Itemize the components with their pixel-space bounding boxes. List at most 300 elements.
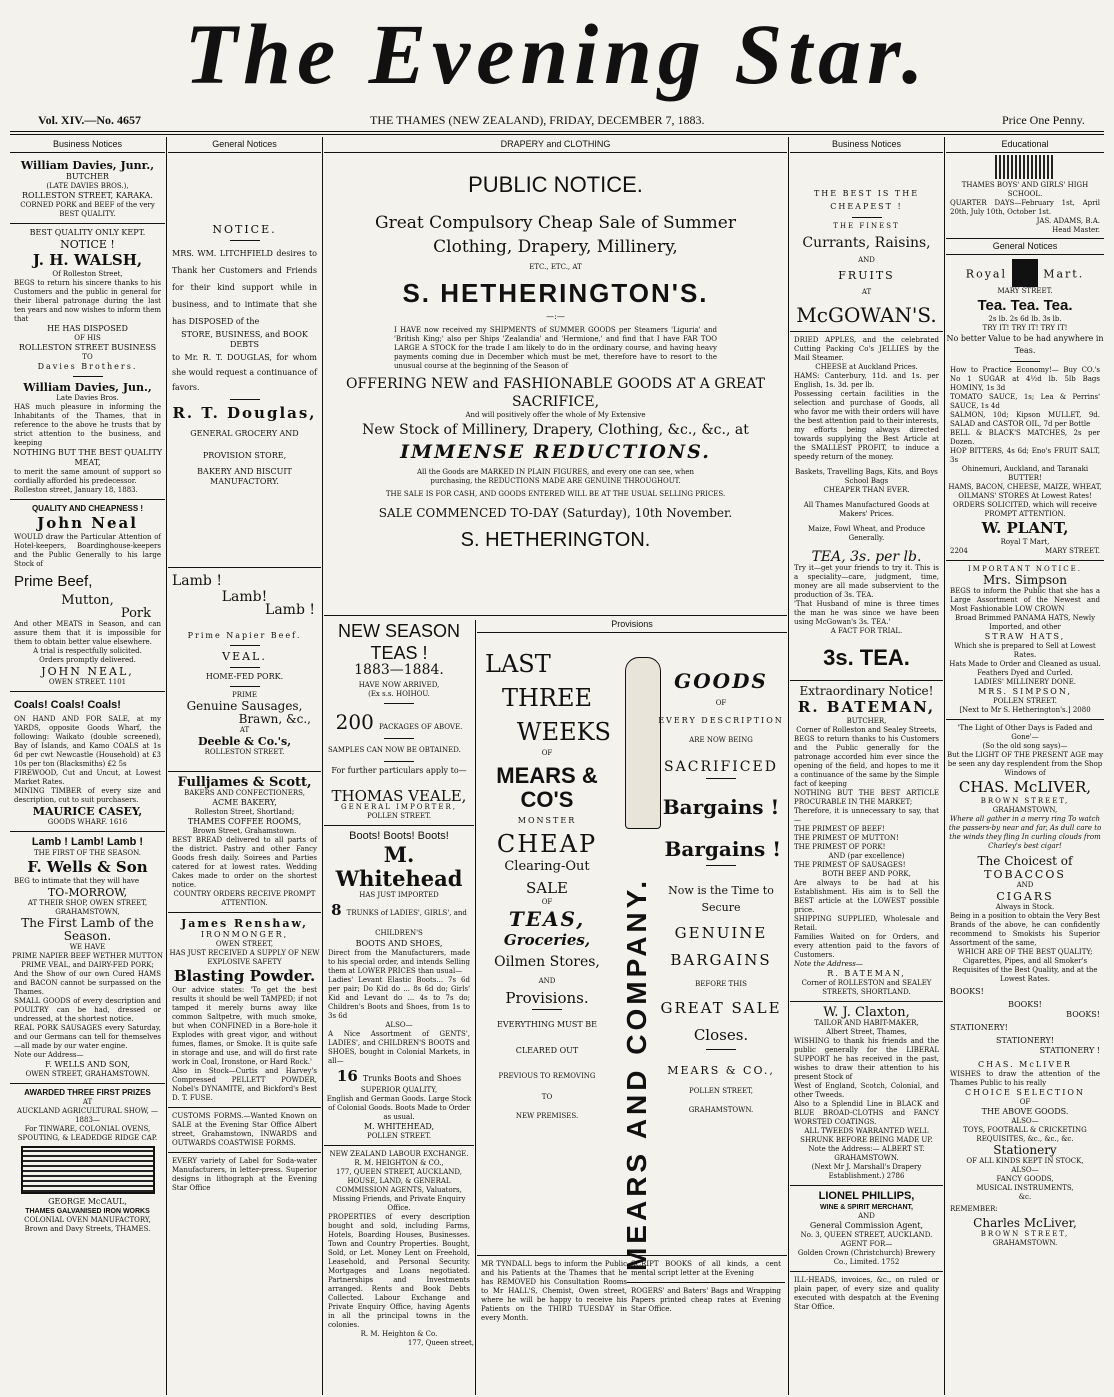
everything: EVERYTHING MUST BE [497,1020,597,1029]
of-label: OF [1019,1098,1031,1106]
west-of-england: West of England, Scotch, Colonial, and other Tweeds. [794,1082,939,1099]
neal-beef: Prime Beef, [14,573,93,590]
at-label: AT [861,288,872,296]
primest-beef: THE PRIMEST OF BEEF! [794,825,885,833]
note-address: Note the Address— [794,960,863,968]
before-this: BEFORE THIS [695,980,747,988]
fruits: FRUITS [838,269,895,282]
properties-text: PROPERTIES of every description bought and sold, including Farms, Hotels, Boarding Houses, Businesses. Town and Country Properties. Bought, Sold, or Let. Money Lent on Freehold, Leasehold, and Personal Security. Mortgages and Loans negotiated. Partnerships and Investments arranged. Rents and Book Debts Collected. Labour Exchange and Private Enquiry Office, having Agents in all the principal towns in the colonies. [328,1213,470,1329]
simpson-address: POLLEN STREET. [992,697,1058,705]
choice-selection: CHOICE SELECTION [965,1088,1085,1097]
country-orders: COUNTRY ORDERS RECEIVE PROMPT ATTENTION. [173,890,316,907]
all-kinds: OF ALL KINDS KEPT IN STOCK, [966,1157,1084,1165]
fact-for-trial: A FACT FOR TRIAL. [830,627,903,635]
davies2-date: Rolleston street, January 18, 1883. [14,486,138,494]
brown-street-2: BROWN STREET, [980,1230,1070,1238]
davies2-text: HAS much pleasure in informing the Inhabitants of the Thames, that in reference to the above he trusts that by strict attention to the business, and keeping [14,403,161,447]
pollen-street: POLLEN STREET. [366,812,432,820]
stove-illustration [21,1146,155,1194]
heighton-street: 177, Queen street, [407,1339,474,1347]
marked-goods: All the Goods are MARKED IN PLAIN FIGURES, and every one can see, when purchasing, the REDUCTIONS MADE ARE GENUINE THROUGHOUT. [416,468,694,485]
iron-works: THAMES GALVANISED IRON WORKS [25,1208,150,1215]
bakery: BAKERY AND BISCUIT MANUFACTORY. [197,467,292,486]
oven-manufactory: COLONIAL OVEN MANUFACTORY, [24,1216,151,1224]
light-of-other-days: 'The Light of Other Days is Faded and Gone'— [957,724,1093,741]
simpson-signature: MRS. SIMPSON, [978,687,1072,696]
queen-street: No. 3, QUEEN STREET, AUCKLAND. [800,1231,933,1239]
brown-street: BROWN STREET, [980,797,1070,805]
closes: Closes. [693,1026,749,1044]
simpson-text: BEGS to inform the Public that she has a Large Assortment of the Newest and Most Fashionable LOW CROWN [950,587,1100,613]
ship: (Ex s.s. HOIHOU. [368,690,430,698]
brawn: Brawn, &c., [238,712,311,726]
assortment: A Nice Assortment of GENTS', LADIES', and CHILDREN'S BOOTS and SHOES, bought in Colonial Markets, in all— [328,1030,470,1065]
address-note: Note our Address— [14,1051,84,1059]
stationery-1: STATIONERY! [950,1023,1008,1032]
mining-timber: MINING TIMBER of every size and description, cut to suit purchasers. [14,787,161,804]
clearing-out: Clearing-Out [504,859,590,874]
davies-beef: CORNED PORK and BEEF of the very BEST QUALITY. [20,201,155,218]
column-divider [944,137,945,1395]
deeble-name: Deeble & Co.'s, [197,735,292,748]
old-song: (So the old song says)— [982,742,1068,750]
claxton-address: Note the Address:— ALBERT ST. GRAHAMSTOWN. [808,1145,925,1162]
column-educational [946,137,1104,1395]
sale-commenced: SALE COMMENCED TO-DAY (Saturday), 10th November. [378,506,733,520]
coffee-rooms: THAMES COFFEE ROOMS, [187,817,302,826]
general-importer: GENERAL IMPORTER, [341,803,457,811]
deeble-address: ROLLESTON STREET. [204,748,285,756]
davies-name: William Davies, Junr., [20,159,155,172]
weeks: WEEKS [516,718,611,746]
veale-name: THOMAS VEALE, [331,787,467,805]
walsh-disposed: HE HAS DISPOSED [47,324,128,333]
cigars: CIGARS [996,890,1054,903]
finest: THE FINEST [833,222,900,230]
mary-street: MARY STREET. [997,287,1053,295]
tea-prices: 2s lb. 2s 6d lb. 3s lb. [988,315,1062,323]
davies2-name: William Davies, Jun., [23,381,152,394]
date-line: THE THAMES (NEW ZEALAND), FRIDAY, DECEMBER 7, 1883. [370,113,705,127]
new-season-teas: NEW SEASON TEAS ! [337,621,461,663]
also-3: ALSO— [1011,1166,1039,1174]
immense-reductions: IMMENSE REDUCTIONS. [400,441,711,463]
store-business: STORE, BUSINESS, and BOOK DEBTS [181,330,308,349]
customs-forms: CUSTOMS FORMS.—Wanted Known on SALE at the Evening Star Office Albert street, Grahamstown, INWARDS and OUTWARDS COASTWISE FORMS. [172,1112,317,1147]
bargains-3: BARGAINS [670,951,772,969]
section-header: Educational [946,137,1104,153]
prime-label: PRIME [231,691,258,699]
pork-sausages: REAL PORK SAUSAGES every Saturday, and our Germans can tell for themselves—all made by our water engine. [14,1024,161,1050]
labour-exchange: NEW ZEALAND LABOUR EXCHANGE. [329,1150,469,1158]
neal-signature: JOHN NEAL, [41,665,134,678]
and-label: AND [1016,881,1034,889]
beef-and-pork: BOTH BEEF AND PORK, [822,870,911,878]
bateman-nothing: NOTHING BUT THE BEST ARTICLE PROCURABLE IN THE MARKET; [794,789,939,806]
previous: PREVIOUS TO REMOVING [498,1072,596,1080]
cleared-out: CLEARED OUT [515,1046,579,1055]
walsh-text: BEGS to return his sincere thanks to his Customers and the public in general for their liberal patronage during the last ten years and now wishes to inform them that [14,279,161,323]
secure: Secure [701,901,741,914]
hetherington-signature: S. HETHERINGTON. [460,529,651,551]
davies2-late: Late Davies Bros. [56,394,119,402]
three: THREE [501,684,593,712]
claxton-wishing: WISHING to thank his friends and the public generally for the LIBERAL SUPPORT he has received in the past, wishes to draw their attention to his present Stock of [794,1037,939,1081]
hop-bitters: HOP BITTERS, 4s 6d; Eno's FRUIT SALT, 3s [950,447,1100,464]
every-description: EVERY DESCRIPTION [658,716,784,725]
drapery-section: DRAPERY and CLOTHING PUBLIC NOTICE. Great Compulsory Cheap Sale of Summer Clothing, Drapery, Millinery, ETC., ETC., AT S. HETHERINGTON'S. —:— I HAVE now received my SHIPMENTS of SUMMER GOODS per Steamers 'Liguria' and 'British King;' also per Ships 'Zealandia' and 'Hermione,' and find that I have FAR TOO LARGE A STOCK for the trade I am likely to do in the ordinary course, and having heavy payments coming due in December which must be met, therefore have to resort to the unusual course at the beginning of the Season of OFFERING NEW and FASHIONABLE GOODS AT A GREAT SACRIFICE, And will positively offer the whole of My Extensive New Stock of Millinery, Drapery, Clothing, &c., &c., at IMMENSE REDUCTIONS. All the Goods are MARKED IN PLAIN FIGURES, and every one can see, when purchasing, the REDUCTIONS MADE ARE GENUINE THROUGHOUT. THE SALE IS FOR CASH, AND GOODS ENTERED WILL BE AT THE USUAL SELLING PRICES. SALE COMMENCED TO-DAY (Saturday), 10th November. S. HETHERINGTON. [324,137,787,616]
husband-quote: 'That Husband of mine is three times the man he was since we have been using McGowan's 3s. TEA.' [794,600,939,626]
masthead [0,0,1114,110]
royal-mart-sig: Royal T Mart, [1000,538,1050,546]
wells-signature: F. WELLS AND SON, [45,1060,130,1069]
agricultural-show: AUCKLAND AGRICULTURAL SHOW, —1883— [16,1107,159,1124]
english-goods: English and German Goods. Large Stock of Colonial Goods. Boots Made to Order as usual. [326,1095,472,1121]
hetherington-name: S. HETHERINGTON'S. [402,278,709,308]
phillips-and: AND [858,1212,875,1220]
books-1: BOOKS! [950,987,984,996]
lamb-3: Lamb ! [265,602,315,618]
simpson-next: [Next to Mr S. Hetherington's.] 2080 [959,706,1091,714]
wells-name: F. Wells & Son [27,858,148,876]
agent-for: AGENT FOR— [840,1240,893,1248]
cleaned: Hats Made to Order and Cleaned as usual. Feathers Dyed and Curled. [949,660,1101,677]
above-goods: THE ABOVE GOODS. [981,1107,1069,1116]
tweeds-shrunk: ALL TWEEDS WARRANTED WELL SHRUNK BEFORE BEING MADE UP. [800,1127,933,1144]
marshall-next: (Next Mr J. Marshall's Drapery Establishment.) 2786 [811,1163,922,1180]
baskets: Baskets, Travelling Bags, Kits, and Boys School Bags [795,468,938,485]
extraordinary-notice: Extraordinary Notice! [799,684,934,698]
groceries: Groceries, [503,931,591,949]
wishes: WISHES to draw the attention of the Thames Public to his really [950,1070,1100,1087]
we-have: WE HAVE [69,943,106,951]
remember: REMEMBER: [950,1205,998,1213]
toys: TOYS, FOOTBALL & CRICKETING REQUISITES, &c., &c., &c. [963,1126,1087,1143]
prizes-heading: AWARDED THREE FIRST PRIZES [24,1088,151,1097]
superior-quality: SUPERIOR QUALITY, [360,1086,438,1094]
column-divider [475,620,476,1395]
mears-vertical: MEARS AND COMPANY. [621,877,652,1272]
tobaccos: TOBACCOS [984,868,1066,881]
hams: HAMS: Canterbury, 11d. and 1s. per English, 1s. 3d. per lb. [794,372,939,389]
simpson-name: Mrs. Simpson [982,573,1068,587]
genuine: GENUINE [674,924,768,942]
stationery: Stationery [993,1143,1057,1157]
blasting-powder: Blasting Powder. [173,967,316,985]
head-master-name: JAS. ADAMS, B.A. [1036,217,1100,225]
monster: MONSTER [517,816,577,825]
panama-hats: Broad Brimmed PANAMA HATS, Newly Imported, and other [954,614,1096,631]
small-goods: SMALL GOODS of every description and POULTRY can be had, dressed or undressed, at the shortest notice. [14,997,161,1023]
section-header-general: General Notices [946,238,1104,255]
douglas-transfer: to Mr. R. T. DOUGLAS, for whom she would request a continuance of favors. [172,353,317,392]
great-sale: GREAT SALE [660,999,782,1017]
last: LAST [485,650,551,678]
dried-apples: DRIED APPLES, and the celebrated Cutting Packing Co's JELLIES by the Mail Steamer. [794,336,939,362]
wells-text: BEG to intimate that they will have [14,877,140,885]
and-label: AND [858,256,875,264]
hetherington-text: I HAVE now received my SHIPMENTS of SUMMER GOODS per Steamers 'Liguria' and 'British King;' also per Ships 'Zealandia' and 'Hermione,' and find that I have FAR TOO LARGE A STOCK for the trade I am likely to do in the ordinary course, and having heavy payments coming due in December which must be met, therefore have to resort to the unusual course at the beginning of the Season of [394,326,717,370]
new-stock: New Stock of Millinery, Drapery, Clothing, &c., &c., at [362,422,749,438]
commission-agent: General Commission Agent, [809,1221,924,1230]
neal-name: John Neal [37,514,138,532]
bateman-begs: BEGS to return thanks to his Customers and the Public generally for the patronage accorded him ever since the opening of the field, and hopes to me it a continuance of the same by the Simple fact of keeping [794,735,939,788]
tailor: TAILOR AND HABIT-MAKER, [814,1019,919,1027]
butter: Ohinemuri, Auckland, and Taranaki BUTTER! [961,465,1089,482]
cheap: CHEAP [496,830,598,858]
rogers-bags: ROGERS' and Baters' Bags and Wrapping Papers printed cheap rates at Evening Star Office. [631,1287,781,1313]
lamb-heading: Lamb ! Lamb! Lamb ! [31,836,144,848]
napier-beef: Prime Napier Beef. [187,631,302,640]
sale: SALE [525,879,569,897]
section-header: DRAPERY and CLOTHING [324,137,787,153]
imported: HAS JUST IMPORTED [359,891,439,899]
top-rule-2 [10,134,1104,135]
important-notice: IMPORTANT NOTICE. [968,565,1082,573]
neal-orders: Orders promptly delivered. [39,656,136,664]
boots-shoes: BOOTS AND SHOES, [355,939,443,948]
mcliver-name: CHAS. McLIVER, [958,778,1092,796]
plant-address: 2204 MARY STREET. [950,547,1100,555]
better-value: No better Value to be had anywhere in Teas. [946,334,1104,355]
royal-mart-logo: Royal Mart. [946,259,1104,287]
neal-more: And other MEATS in Season, and can assure them that it is impossible for them to obtain better value elsewhere. [14,620,161,646]
heighton-name: R. M. HEIGHTON & CO., [354,1159,444,1167]
bread-text: BEST BREAD delivered to all parts of the district. Pastry and other Fancy Goods fresh daily. Soirees and Parties catered for at lowest rates. Wedding Cakes made to order on the shortest notice. [172,836,317,889]
tomorrow: TO-MORROW, [47,886,128,899]
musical-instruments: MUSICAL INSTRUMENTS, [976,1184,1074,1192]
neal-text: WOULD draw the Particular Attention of Hotel-keepers, Boardinghouse-keepers and the Public Generally to his large Stock of [14,533,161,568]
walsh-business: ROLLESTON STREET BUSINESS [18,343,157,352]
of-label-2: OF [541,898,553,906]
grocery-store: GENERAL GROCERY AND PROVISION STORE, [190,429,299,460]
newspaper-title: The Evening Star. [184,6,930,102]
albert-street: Albert Street, Thames, [826,1028,907,1036]
column-business-notices-1 [10,137,165,1395]
matches: BELL & BLACK'S MATCHES, 2s per Dozen. [950,429,1100,446]
column-divider [322,137,323,1395]
neal-address: OWEN STREET. 1101 [48,678,127,686]
column-divider [788,137,789,1395]
prizes-at: AT [82,1098,93,1106]
head-master-title: Head Master. [1052,226,1100,234]
bateman-always: Are always to be had at his Establishment. His aim is to Sell the BEST article at the LOWEST possible price. [794,879,939,914]
coals-text: ON HAND AND FOR SALE, at my YARDS, opposite Goods Wharf, the following: Waikato (double screened), Bay of Islands, and Kamo COALS at 1s 6d per cwt Newcastle (Household) at £3 10s per ton (Blacksmiths) £2 5s [14,715,161,768]
acme-bakery: ACME BAKERY, [212,798,277,807]
labels-text: EVERY variety of Label for Soda-water Manufacturers, in letter-press. Superior designs in lithograph at the Evening Star Office [172,1157,317,1192]
fulljames-name: Fulljames & Scott, [177,775,312,790]
now-being: ARE NOW BEING [689,736,753,744]
bargains-1: Bargains ! [662,795,780,819]
davies2-merit: to merit the same amount of support so cordially afforded his predecessor. [14,468,161,485]
wine-merchant: WINE & SPIRIT MERCHANT, [820,1204,913,1211]
gather-poem: Where all gather in a merry ring To watch the passers-by near and far, As dull care to the winds they fling In curling clouds from Charley's best cigar! [948,815,1102,850]
mears-town: GRAHAMSTOWN. [688,1106,754,1114]
section-header: Business Notices [10,137,165,153]
goods-of: OF [715,699,727,707]
books-3: BOOKS! [1066,1010,1100,1019]
choicest: The Choicest of [977,854,1073,868]
tea-price: TEA, 3s. per lb. [811,549,922,565]
cheaper: CHEAPER THAN EVER. [823,486,910,494]
casey-name: MAURICE CASEY, [32,805,143,818]
davies-late: (LATE DAVIES BROS.), [46,182,129,190]
arrived: HAVE NOW ARRIVED, [358,681,440,689]
column-divider [166,137,167,1395]
price: Price One Penny. [1002,113,1085,127]
bateman-trade: BUTCHER, [846,717,887,725]
notice-heading: NOTICE ! [60,238,115,251]
extensive: And will positively offer the whole of My Extensive [465,411,646,419]
economy: How to Practice Economy!— Buy CO.'s No 1 SUGAR at 4½d lb. 5lb Bags HOMINY, 1s 3d [950,366,1100,392]
best-quality: WHICH ARE OF THE BEST QUALITY; [957,948,1093,956]
bateman-therefore: Therefore, it is unnecessary to say, that— [794,807,939,824]
golden-crown: Golden Crown (Christchurch) Brewery Co., Limited. 1752 [797,1249,936,1266]
books-2: BOOKS! [1008,1000,1042,1009]
broad-cloths: Also to a Splendid Line in BLACK and BLUE BROAD-CLOTHS and FANCY WORSTED COATINGS. [794,1100,939,1126]
stock-text: Also in Stock—Curtis and Harvey's Compressed PELLETT POWDER, Nobel's DYNAMITE, and Bickford's Best D. T. FUSE. [172,1067,317,1102]
trunks-line: 8 TRUNKS of LADIES', GIRLS', and CHILDREN'S [331,901,467,937]
best-cheapest: THE BEST IS THE CHEAPEST ! [813,189,920,211]
bakers: BAKERS AND CONFECTIONERS, [184,789,305,797]
veal: VEAL. [222,650,267,663]
heighton-signature: R. M. Heighton & Co. [360,1330,438,1338]
best-quality: BEST QUALITY ONLY KEPT. [29,228,146,237]
tea-tea-tea: Tea. Tea. Tea. [977,297,1073,314]
mccaul-address: Brown and Davy Streets, THAMES. [24,1225,151,1233]
etc: &c. [1018,1193,1032,1201]
maize: Maize, Fowl Wheat, and Produce Generally. [808,525,925,542]
column-teas-boots [324,620,474,1395]
try-tea: Try it—get your friends to try it. This is a speciality—care, judgment, time, money are all made subservient to the production of 3s. TEA. [794,564,939,599]
fancy-goods: FANCY GOODS, [996,1175,1054,1183]
ironmonger: IRONMONGER, [200,930,289,939]
volume-number: Vol. XIV.—No. 4657 [38,113,142,127]
section-header: Provisions [477,617,787,633]
napier-meats: PRIME NAPIER BEEF WETHER MUTTON PRIME VEAL, and DAIRY-FED PORK; [11,952,164,969]
always-in-stock: Always in Stock. [995,903,1055,911]
now-is-the-time: Now is the Time to [668,884,774,897]
notice-heading: NOTICE. [212,223,277,236]
davies2-meat: NOTHING BUT THE BEST QUALITY MEAT, [12,448,163,467]
section-header: Business Notices [790,137,943,153]
prepared: Which she is prepared to Sell at Lowest Rates. [954,642,1096,659]
douglas-name: R. T. Douglas, [172,404,317,422]
column-business-notices-2 [790,137,943,1395]
walsh-bros: Davies Brothers. [37,362,138,371]
mears-advert [477,617,787,1322]
cured-hams: And the Show of our own Cured HAMS and BACON cannot be surpassed on the Thames. [14,970,161,996]
new-premises: NEW PREMISES. [515,1112,579,1120]
families: Families Waited on for Orders, and every attention paid to the favors of Customers. [794,933,939,959]
trunks2-line: 16 Trunks Boots and Shoes [336,1067,462,1085]
whitehead-address: POLLEN STREET. [366,1132,432,1140]
lamb-1: Lamb ! [172,573,222,589]
casey-address: GOODS WHARF. 1616 [47,818,128,826]
cheese: CHEESE at Auckland Prices. [815,363,918,371]
bargains-2: Bargains ! [664,837,781,861]
script-books: SCRIPT BOOKS of all kinds, a cent mental script letter at the Evening [631,1260,781,1277]
walsh-of: OF HIS [74,334,101,342]
claxton-name: W. J. Claxton, [823,1005,910,1020]
offering: OFFERING NEW and FASHIONABLE GOODS AT A GREAT SACRIFICE, [346,376,765,410]
boot-prices: Ladies' Levant Elastic Boots... 7s 6d per pair; Do Kid do ... 8s 6d do; Girls' Kid and Levant do ... 4s to 7s do; Children's Boots and Shoes, from 1s to 3s 6d [328,976,470,1020]
neal-heading: QUALITY AND CHEAPNESS ! [31,504,144,513]
also: ALSO— [385,1021,413,1029]
firewood: FIREWOOD, Cut and Uncut, at Lowest Market Rates. [14,769,161,786]
mcgowans: McGOWAN'S. [796,303,937,327]
straw-hats: STRAW HATS, [984,632,1066,641]
tomato-sauce: TOMATO SAUCE, 1s; Lea & Perrins' SAUCE, 1s 4d [950,393,1100,410]
stationery-2: STATIONERY! [996,1036,1054,1045]
school-crest-illustration [995,155,1055,179]
orders-solicited: ORDERS SOLICITED, which will receive PROMPT ATTENTION. [953,501,1097,518]
mccaul-name: GEORGE McCAUL, [48,1197,127,1206]
currants: Currants, Raisins, [802,235,931,251]
high-school: THAMES BOYS' AND GIRLS' HIGH SCHOOL. [961,181,1089,198]
bateman-corner: Corner of Rolleston and Sealey Streets, [796,726,937,734]
goods: GOODS [674,669,768,693]
davies-address: ROLLESTON STREET, KARAKA. [22,191,153,200]
stationery-3: STATIONERY ! [1039,1046,1100,1055]
cigarettes: Cigarettes, Pipes, and all Smoker's Requisites of the Best Quality, and at the Lowest Rates. [952,957,1098,983]
mears-cos: MEARS & CO'S [496,763,598,812]
mcliver-name-2: CHAS. McLIVER [978,1060,1072,1069]
tinware: For TINWARE, COLONIAL OVENS, SPOUTING, & LEADEDGE RIDGE CAP. [17,1125,158,1142]
position-text: Being in a position to obtain the Very Best Brands of the above, he can confidently recommend to Smokists his Superior Assortment of the same, [950,912,1101,947]
grahamstown-2: GRAHAMSTOWN. [992,1239,1058,1247]
teas-label: TEAS, [508,907,586,931]
and-label: AND [538,977,556,985]
neal-trial: A trial is respectfully solicited. [33,647,142,655]
primest-pork: THE PRIMEST OF PORK! [794,843,886,851]
dateline [28,113,1088,129]
public-notice: PUBLIC NOTICE. [468,172,643,197]
first-of-season: THE FIRST OF THE SEASON. [33,849,142,857]
blasting-text: Our advice states: 'To get the best results it should be well TAMPED; if not tamped it merely burns away like common Saltpetre, with much smoke, but when CONFINED in a Bore-hole it Explodes with great vigor, and without fumes, flames, or Smoke. It is quite safe in storage and use, and will do first rate work in Coal, Ironstone, or Hard Rock.' [172,986,317,1066]
heighton-agents: HOUSE, LAND, & GENERAL COMMISSION AGENTS, Valuators, Missing Friends, and Private Enquiry Office. [332,1177,466,1212]
neal-pork: Pork [120,606,151,621]
coffee-address: Brown Street, Grahamstown. [192,827,297,835]
whitehead-name: M. Whitehead [335,842,463,891]
mears-signature: MEARS & CO., [667,1064,775,1077]
neal-mutton: Mutton, [61,593,114,608]
heighton-address: 177, QUEEN STREET, AUCKLAND, [335,1168,463,1176]
section-header: General Notices [168,137,321,153]
cash-sale: THE SALE IS FOR CASH, AND GOODS ENTERED WILL BE AT THE USUAL SELLING PRICES. [385,490,726,498]
home-fed-pork: HOME-FED PORK. [205,672,284,681]
wells-address: OWEN STREET, GRAHAMSTOWN. [25,1070,150,1078]
acme-address: Rolleston Street, Shortland; [194,808,295,816]
walsh-to: TO [82,353,93,361]
millinery: LADIES' MILLINERY DONE. [973,678,1077,686]
quarter-days: QUARTER DAYS—February 1st, April 20th, July 10th, October 1st. [950,199,1100,216]
bateman-address: Corner of ROLLESTON and SEALEY STREETS, SHORTLAND. [801,979,932,996]
apply: For further particulars apply to— [331,766,467,775]
to-label: TO [541,1093,553,1101]
present-age: But the LIGHT OF THE PRESENT AGE may be seen any day resplendent from the Shop Windows of [946,751,1104,777]
lamb-2: Lamb! [221,589,268,605]
renshaw-name: James Renshaw, [181,917,308,930]
sale-heading: Great Compulsory Cheap Sale of Summer Clothing, Drapery, Millinery, [375,213,736,257]
sacrificed: SACRIFICED [664,759,778,775]
boots-heading: Boots! Boots! Boots! [349,830,449,842]
received: HAS JUST RECEIVED A SUPPLY OF NEW EXPLOSIVE SAFETY [169,949,320,966]
packages: 200 PACKAGES OF ABOVE. [335,710,463,734]
primest-sausages: THE PRIMEST OF SAUSAGES! [794,861,906,869]
try-it: TRY IT! TRY IT! TRY IT! [982,324,1068,332]
primest-mutton: THE PRIMEST OF MUTTON! [794,834,899,842]
